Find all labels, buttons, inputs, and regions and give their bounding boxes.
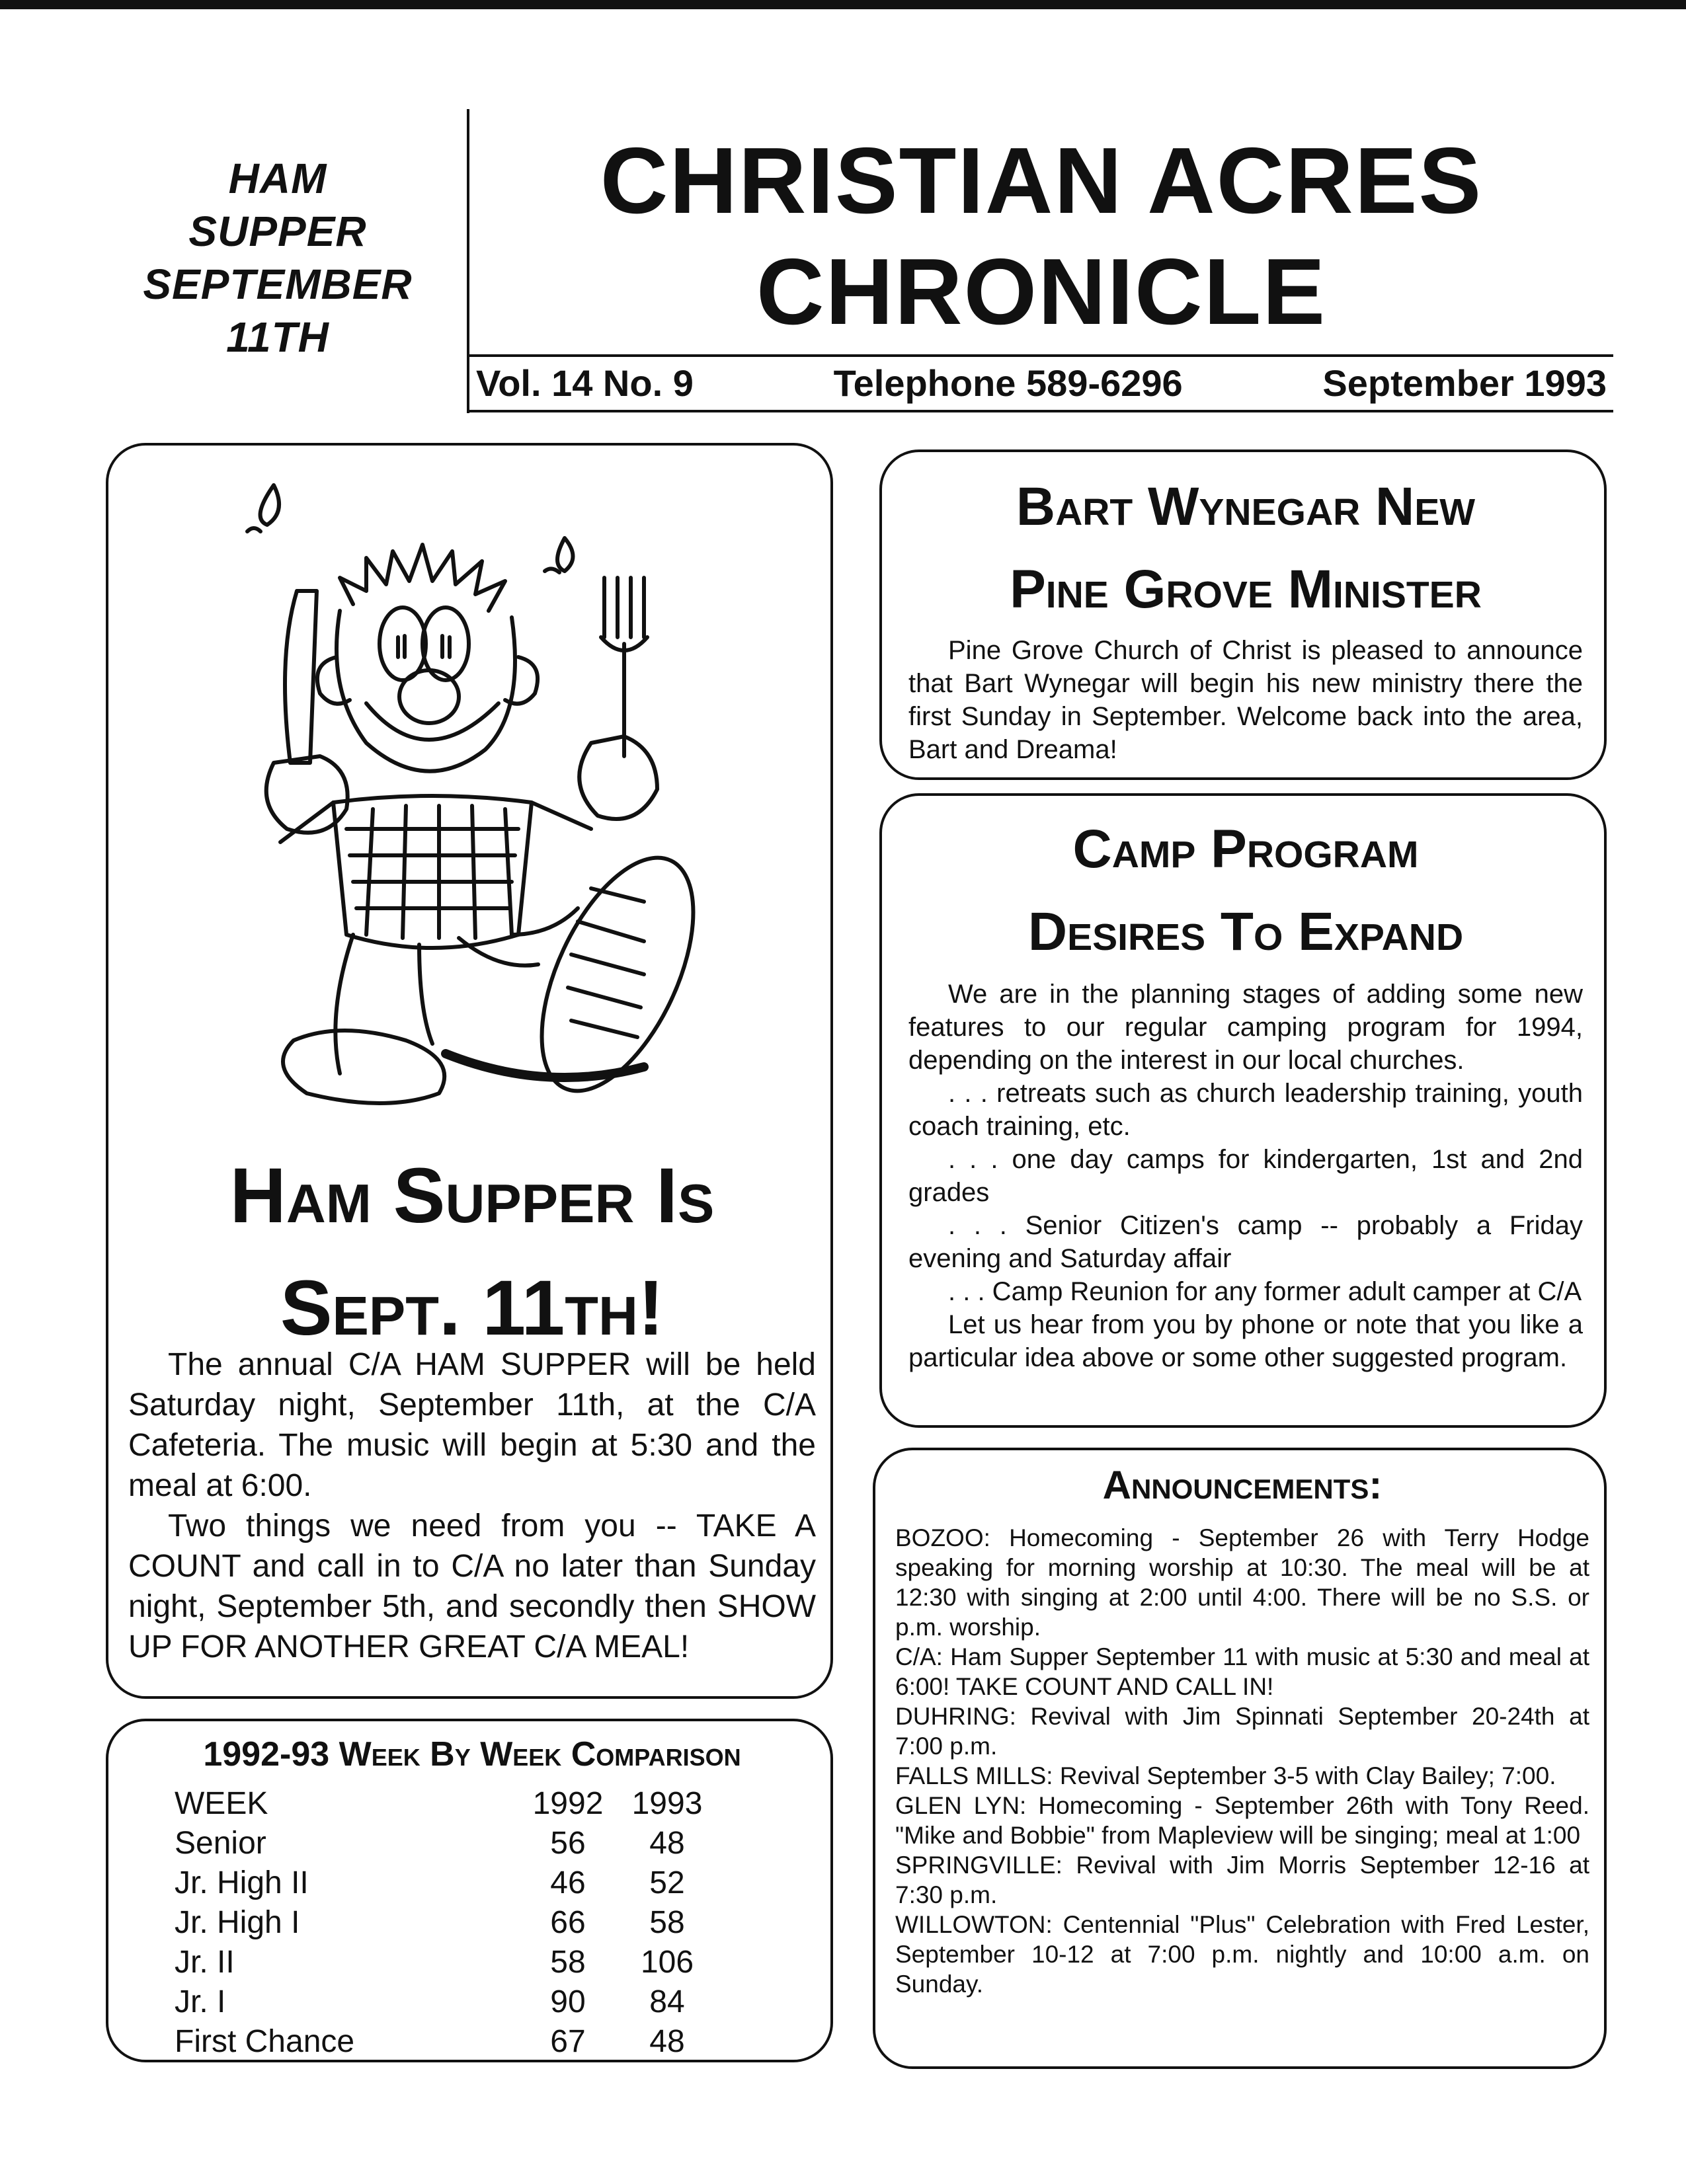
list-item: C/A: Ham Supper September 11 with music at 5:30 and meal at 6:00! TAKE COUNT AND CALL IN!: [895, 1643, 1589, 1700]
list-item: BOZOO: Homecoming - September 26 with Terry Hodge speaking for morning worship at 10:30. The meal will be at 12:30 with singing at 2:00 until 4:00. There will be no S.S. or p.m. worship.: [895, 1524, 1589, 1641]
comparison-table-box: [106, 1719, 833, 2062]
headline-line: Ham Supper Is: [229, 1152, 715, 1239]
side-promo-line: SEPTEMBER: [143, 260, 413, 308]
issue-date: September 1993: [1322, 362, 1607, 404]
table-cell: 56: [550, 1826, 586, 1861]
list-item: DUHRING: Revival with Jim Spinnati September 20-24th at 7:00 p.m.: [895, 1703, 1589, 1760]
camp-body: [908, 978, 1583, 1374]
table-cell: Senior: [175, 1826, 266, 1861]
bart-body: [908, 634, 1583, 766]
camp-headline: [895, 808, 1596, 973]
paragraph: . . . Senior Citizen's camp -- probably a Friday evening and Saturday affair: [908, 1211, 1583, 1273]
paragraph: . . . one day camps for kindergarten, 1st and 2nd grades: [908, 1145, 1583, 1207]
table-row: [175, 1982, 770, 2022]
list-item: GLEN LYN: Homecoming - September 26th with Tony Reed. "Mike and Bobbie" from Mapleview will be singing; meal at 1:00: [895, 1792, 1589, 1849]
bart-headline: [895, 465, 1596, 631]
table-header-row: [175, 1784, 770, 1824]
comparison-title: 1992-93 Week By Week Comparison: [203, 1735, 741, 1774]
table-cell: Jr. High II: [175, 1865, 309, 1900]
bart-wynegar-article: [879, 449, 1607, 780]
table-cell: Jr. I: [175, 1984, 226, 2019]
table-cell: 52: [649, 1865, 685, 1900]
table-cell: 106: [640, 1945, 694, 1980]
announcements-title: Announcements:: [1102, 1463, 1383, 1507]
volume-number: Vol. 14 No. 9: [476, 362, 694, 404]
table-cell: 90: [550, 1984, 586, 2019]
table-cell: 84: [649, 1984, 685, 2019]
table-row: [175, 2022, 770, 2062]
paragraph: Pine Grove Church of Christ is pleased to announce that Bart Wynegar will begin his new ministry there the first Sunday in September. Welcome back into the area, Bart and Dreama!: [908, 636, 1583, 764]
side-promo: [99, 152, 456, 364]
list-item: FALLS MILLS: Revival September 3-5 with Clay Bailey; 7:00.: [895, 1762, 1556, 1789]
headline-line: Pine Grove Minister: [1010, 559, 1482, 619]
paragraph: . . . retreats such as church leadership training, youth coach training, etc.: [908, 1079, 1583, 1141]
table-row: [175, 1824, 770, 1863]
headline-line: Desires To Expand: [1027, 902, 1464, 962]
paragraph: . . . Camp Reunion for any former adult camper at C/A: [948, 1277, 1582, 1306]
headline-line: Sept. 11th!: [280, 1265, 664, 1352]
table-cell: 46: [550, 1865, 586, 1900]
table-cell: 48: [649, 2024, 685, 2059]
table-row: [175, 1863, 770, 1903]
announcements-list: [895, 1523, 1589, 1999]
paragraph: Two things we need from you -- TAKE A COUNT and call in to C/A no later than Sunday night, September 5th, and secondly then SHOW UP FOR ANOTHER GREAT C/A MEAL!: [128, 1508, 816, 1664]
paragraph: Let us hear from you by phone or note that you like a particular idea above or some other suggested program.: [908, 1310, 1583, 1372]
comparison-table: [175, 1784, 770, 2062]
table-cell: 67: [550, 2024, 586, 2059]
telephone-number: Telephone 589-6296: [833, 362, 1183, 404]
ham-supper-headline: [135, 1140, 809, 1364]
list-item: SPRINGVILLE: Revival with Jim Morris September 12-16 at 7:30 p.m.: [895, 1852, 1589, 1908]
masthead-title: [476, 126, 1607, 348]
announcements-box: [873, 1448, 1607, 2069]
table-header-cell: 1992: [532, 1786, 604, 1821]
side-promo-line: SUPPER: [188, 208, 367, 255]
masthead-divider-top: [467, 354, 1613, 357]
page-top-border: [0, 0, 1686, 9]
headline-line: Camp Program: [1072, 819, 1419, 879]
table-header-cell: 1993: [631, 1786, 703, 1821]
table-cell: 48: [649, 1826, 685, 1861]
paragraph: The annual C/A HAM SUPPER will be held Saturday night, September 11th, at the C/A Cafeteria. The music will begin at 5:30 and the meal at 6:00.: [128, 1347, 816, 1503]
camp-program-article: [879, 793, 1607, 1428]
paragraph: We are in the planning stages of adding some new features to our regular camping program for 1994, depending on the interest in our local churches.: [908, 980, 1583, 1075]
table-cell: Jr. II: [175, 1945, 235, 1980]
table-row: [175, 1903, 770, 1943]
table-header-cell: WEEK: [175, 1786, 268, 1821]
masthead-divider-bottom: [467, 410, 1613, 412]
table-row: [175, 1943, 770, 1982]
table-cell: 58: [649, 1905, 685, 1940]
table-cell: 58: [550, 1945, 586, 1980]
masthead-title-line: CHRONICLE: [756, 239, 1327, 344]
hungry-man-illustration-icon: [234, 459, 710, 1120]
masthead-info-bar: [476, 358, 1607, 407]
table-cell: 66: [550, 1905, 586, 1940]
side-promo-line: 11TH: [226, 313, 329, 361]
masthead-title-line: CHRISTIAN ACRES: [600, 128, 1483, 233]
side-promo-line: HAM: [228, 155, 327, 202]
ham-supper-article: [106, 443, 833, 1699]
ham-supper-body: [128, 1345, 816, 1667]
masthead-divider-vertical: [467, 109, 469, 413]
table-cell: First Chance: [175, 2024, 355, 2059]
table-cell: Jr. High I: [175, 1905, 300, 1940]
headline-line: Bart Wynegar New: [1016, 477, 1476, 537]
list-item: WILLOWTON: Centennial "Plus" Celebration with Fred Lester, September 10-12 at 7:00 p.m. nightly and 10:00 a.m. on Sunday.: [895, 1911, 1589, 1998]
